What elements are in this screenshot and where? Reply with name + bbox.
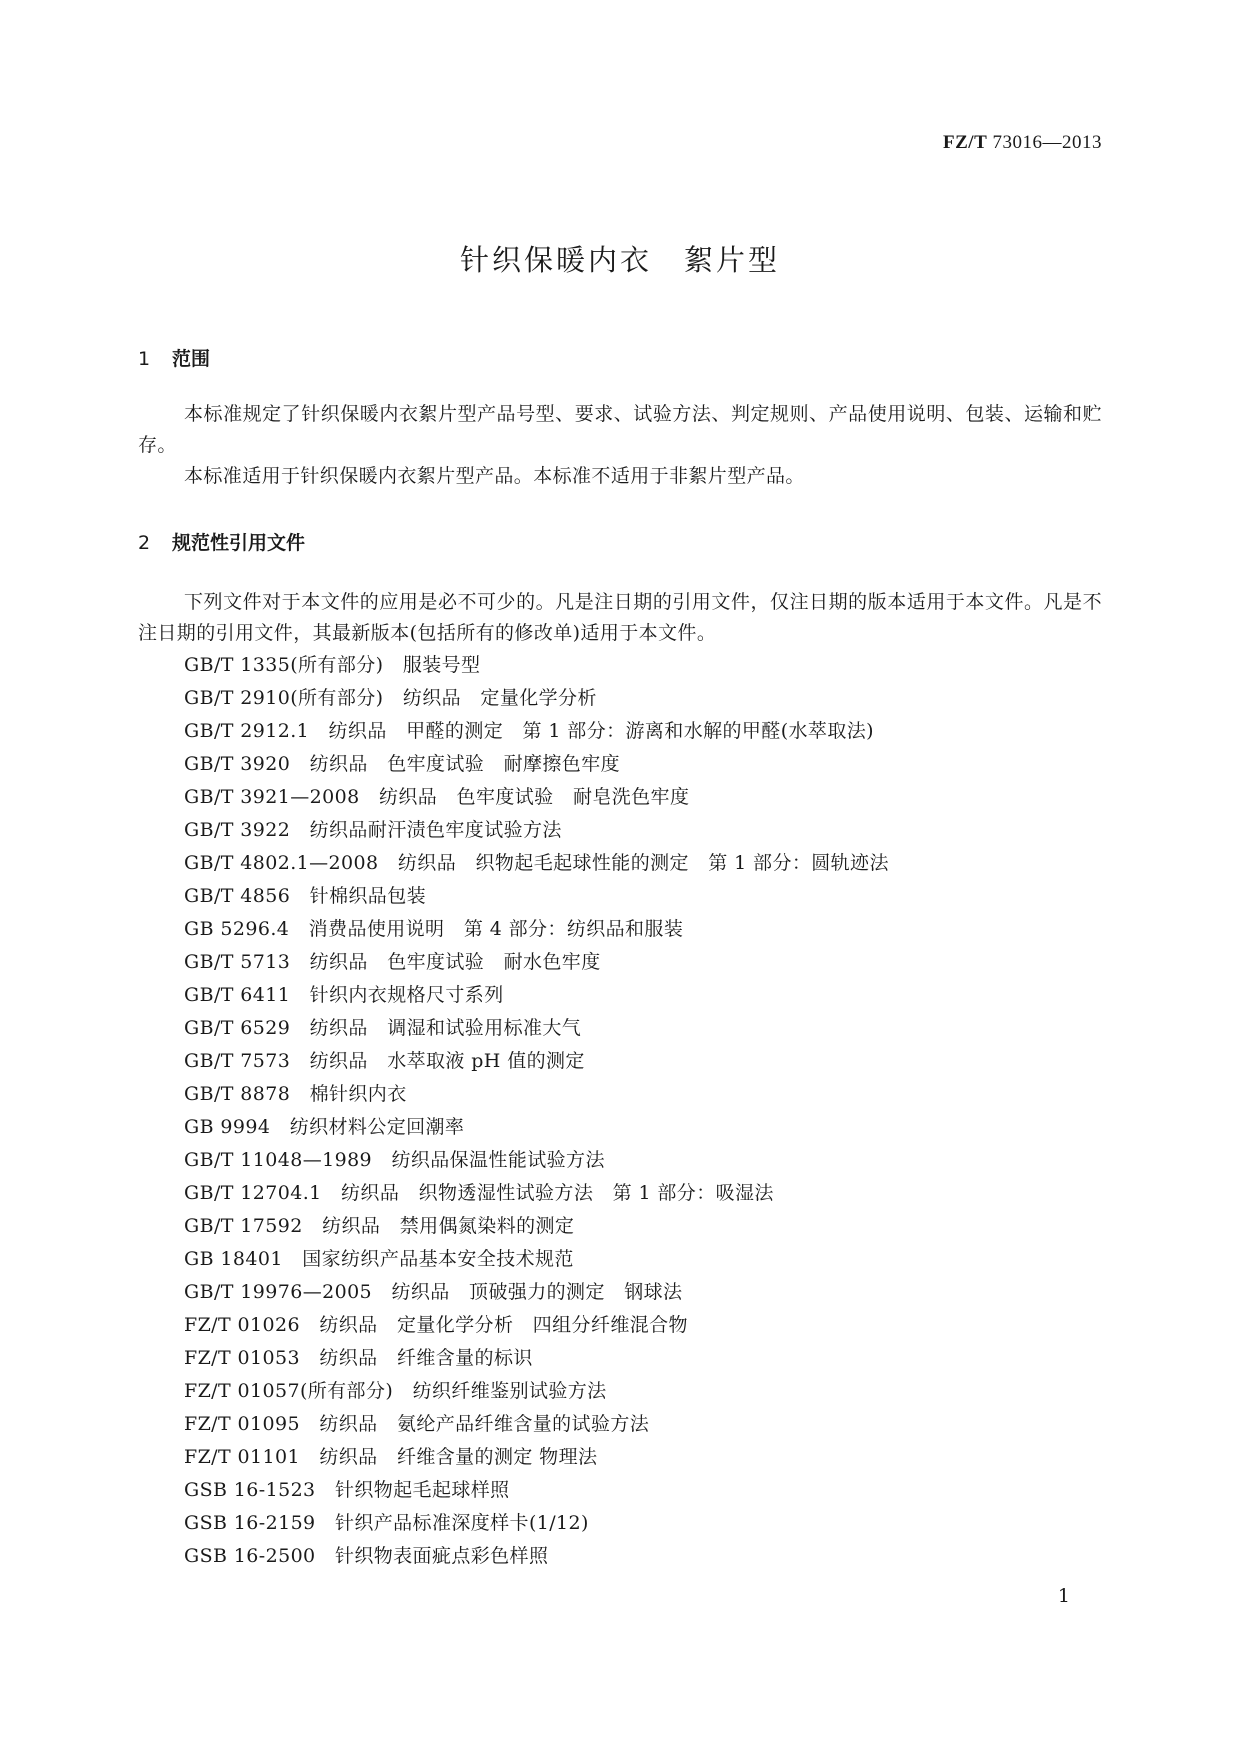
section-1-paragraph: 本标准适用于针织保暖内衣絮片型产品。本标准不适用于非絮片型产品。	[184, 465, 805, 487]
reference-item: GB/T 3922 纺织品耐汗渍色牢度试验方法	[184, 819, 562, 841]
section-1-heading	[138, 345, 1102, 373]
section-2-number: 2	[138, 532, 151, 554]
document-body	[138, 345, 1102, 1573]
reference-item: GB/T 6411 针织内衣规格尺寸系列	[184, 984, 504, 1006]
reference-item: GB/T 12704.1 纺织品 织物透湿性试验方法 第 1 部分：吸湿法	[184, 1182, 774, 1204]
reference-item: GB/T 5713 纺织品 色牢度试验 耐水色牢度	[184, 951, 601, 973]
section-1-paragraph: 本标准规定了针织保暖内衣絮片型产品号型、要求、试验方法、判定规则、产品使用说明、包装、运输和贮存。	[138, 403, 1102, 456]
reference-item: GB/T 3920 纺织品 色牢度试验 耐摩擦色牢度	[184, 753, 621, 775]
document-title: 针织保暖内衣 絮片型	[459, 243, 780, 277]
reference-item: GB/T 2912.1 纺织品 甲醛的测定 第 1 部分：游离和水解的甲醛(水萃取法)	[184, 720, 874, 742]
reference-item: FZ/T 01026 纺织品 定量化学分析 四组分纤维混合物	[184, 1314, 688, 1336]
reference-item: GB/T 3921—2008 纺织品 色牢度试验 耐皂洗色牢度	[184, 786, 690, 808]
reference-item: GB/T 7573 纺织品 水萃取液 pH 值的测定	[184, 1050, 585, 1072]
section-1-number: 1	[138, 348, 151, 370]
standard-prefix: FZ/T	[943, 132, 988, 153]
reference-item: GB/T 4802.1—2008 纺织品 织物起毛起球性能的测定 第 1 部分：圆轨迹法	[184, 852, 889, 874]
reference-item: FZ/T 01101 纺织品 纤维含量的测定 物理法	[184, 1446, 598, 1468]
reference-item: GB/T 4856 针棉织品包装	[184, 885, 427, 907]
reference-item: FZ/T 01053 纺织品 纤维含量的标识	[184, 1347, 533, 1369]
reference-list	[138, 649, 1102, 1573]
reference-item: GB 18401 国家纺织产品基本安全技术规范	[184, 1248, 574, 1270]
section-2-title: 规范性引用文件	[172, 532, 306, 554]
section-2-heading	[138, 529, 1102, 557]
reference-item: GSB 16-2500 针织物表面疵点彩色样照	[184, 1545, 549, 1567]
section-2-intro: 下列文件对于本文件的应用是必不可少的。凡是注日期的引用文件，仅注日期的版本适用于本文件。凡是不注日期的引用文件，其最新版本(包括所有的修改单)适用于本文件。	[138, 591, 1102, 644]
reference-item: GB/T 17592 纺织品 禁用偶氮染料的测定	[184, 1215, 575, 1237]
page-number: 1	[1057, 1585, 1070, 1607]
reference-item: FZ/T 01095 纺织品 氨纶产品纤维含量的试验方法	[184, 1413, 650, 1435]
reference-item: GSB 16-1523 针织物起毛起球样照	[184, 1479, 510, 1501]
reference-item: GB/T 11048—1989 纺织品保温性能试验方法	[184, 1149, 605, 1171]
reference-item: GB/T 6529 纺织品 调湿和试验用标准大气	[184, 1017, 582, 1039]
reference-item: GB/T 1335(所有部分) 服装号型	[184, 654, 481, 676]
reference-item: GB/T 2910(所有部分) 纺织品 定量化学分析	[184, 687, 597, 709]
reference-item: GSB 16-2159 针织产品标准深度样卡(1/12)	[184, 1512, 589, 1534]
reference-item: GB/T 8878 棉针织内衣	[184, 1083, 407, 1105]
standard-number: 73016—2013	[987, 132, 1102, 153]
reference-item: GB 5296.4 消费品使用说明 第 4 部分：纺织品和服装	[184, 918, 684, 940]
standard-code	[943, 132, 1102, 154]
section-1-title: 范围	[172, 348, 211, 370]
reference-item: GB/T 19976—2005 纺织品 顶破强力的测定 钢球法	[184, 1281, 683, 1303]
reference-item: FZ/T 01057(所有部分) 纺织纤维鉴别试验方法	[184, 1380, 607, 1402]
reference-item: GB 9994 纺织材料公定回潮率	[184, 1116, 465, 1138]
